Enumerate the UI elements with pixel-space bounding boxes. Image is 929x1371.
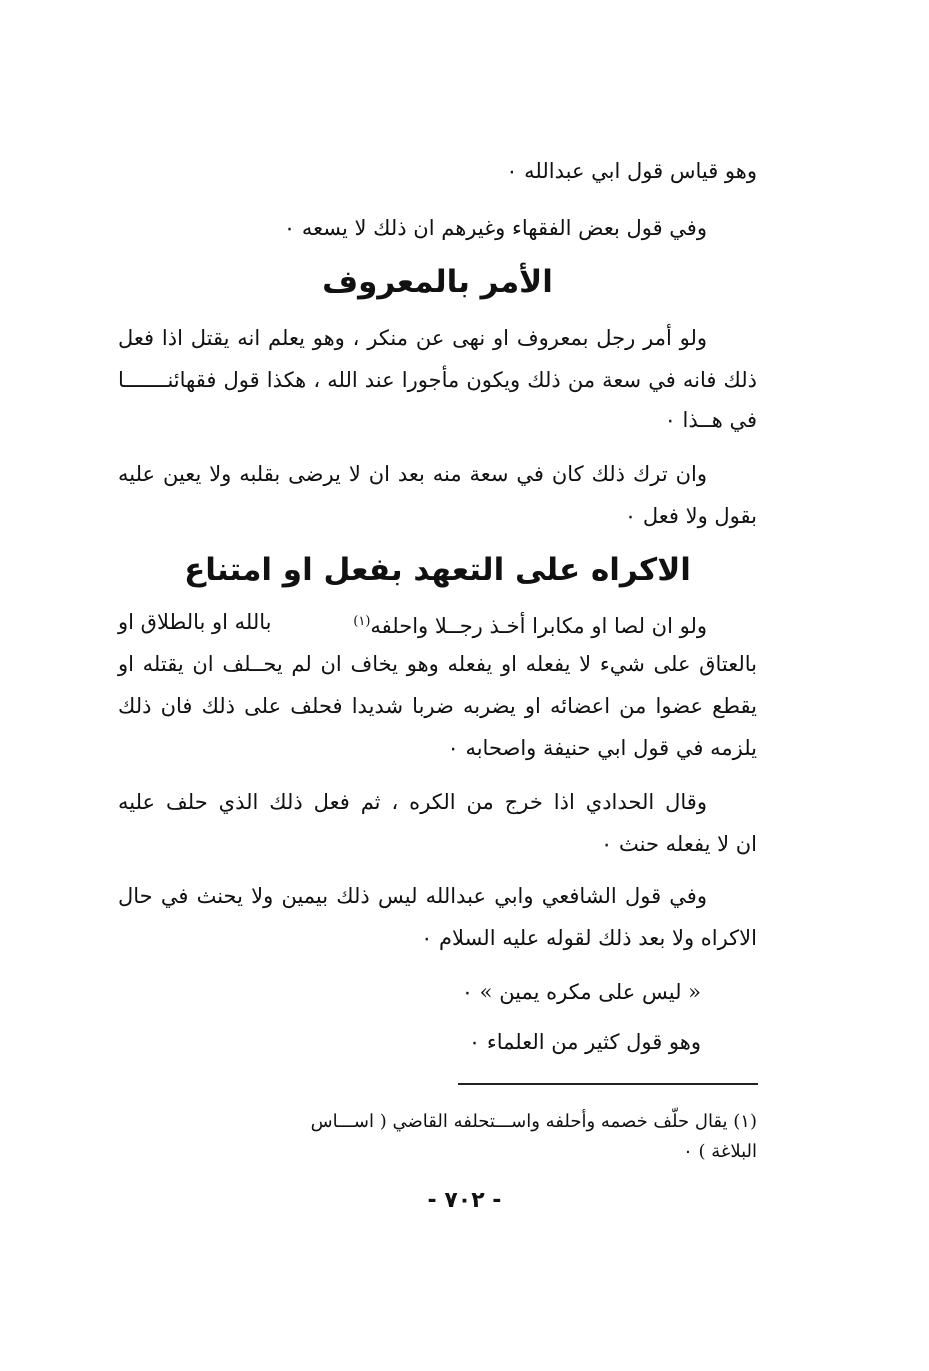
text-line: يلزمه في قول ابي حنيفة واصحابه ٠ [447,736,757,760]
page-number: - ٧٠٢ - [427,1188,502,1213]
text-line: يقطع عضوا من اعضائه او يضربه ضربا شديدا فحلف على ذلك فان ذلك [118,694,757,718]
section-heading: الأمر بالمعروف [322,264,553,300]
text-line: بالعتاق على شيء لا يفعله او يفعله وهو يخاف ان لم يحــلف ان يقتله او [118,652,757,676]
text-segment: بالله او بالطلاق او [118,610,272,634]
text-line: وهو قول كثير من العلماء ٠ [468,1030,701,1054]
text-line: وهو قياس قول ابي عبدالله ٠ [506,159,757,183]
text-line: وفي قول الشافعي وابي عبدالله ليس ذلك بيمين ولا يحنث في حال [118,884,707,908]
footnote-marker: (١) [353,614,371,629]
text-segment: ولو ان لصا او مكابرا أخـذ رجــلا واحلفه$^{(١)}$ [353,614,707,638]
quote-line: « ليس على مكره يمين » ٠ [461,980,701,1004]
text-line: وفي قول بعض الفقهاء وغيرهم ان ذلك لا يسعه ٠ [283,216,707,240]
text-line: ان لا يفعله حنث ٠ [601,832,757,856]
text-line: بقول ولا فعل ٠ [624,504,757,528]
footnote-divider [458,1083,758,1085]
text-line: في هــذا ٠ [664,408,757,432]
footnote-line: البلاغة ) ٠ [683,1141,757,1162]
section-heading: الاكراه على التعهد بفعل او امتناع [184,552,691,588]
footnote-line: (١) يقال حلّف خصمه وأحلفه واســـتحلفه القاضي ( اســـاس [310,1111,757,1132]
text-line [118,606,707,642]
text-line: ولو أمر رجل بمعروف او نهى عن منكر ، وهو يعلم انه يقتل اذا فعل [118,326,707,350]
text-line: ذلك فانه في سعة من ذلك ويكون مأجورا عند الله ، هكذا قول فقهائنـــــــا [118,368,757,392]
text-line: الاكراه ولا بعد ذلك لقوله عليه السلام ٠ [421,926,757,950]
text-line: وقال الحدادي اذا خرج من الكره ، ثم فعل ذلك الذي حلف عليه [118,790,707,814]
text-line: وان ترك ذلك كان في سعة منه بعد ان لا يرضى بقلبه ولا يعين عليه [118,462,707,486]
